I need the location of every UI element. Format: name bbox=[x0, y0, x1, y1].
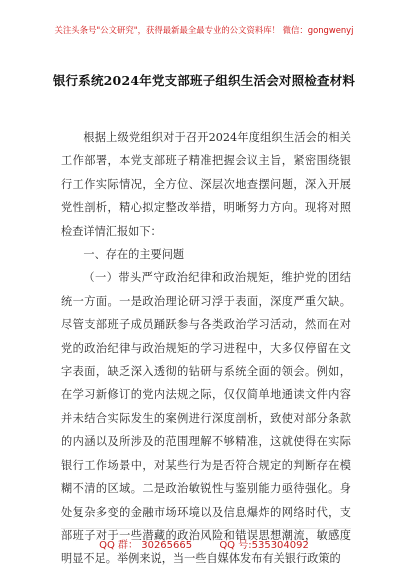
document-body bbox=[61, 126, 351, 571]
qq-group-label: QQ 群： 30265665 bbox=[99, 540, 193, 551]
footer-contact bbox=[0, 536, 408, 551]
footer-divider bbox=[61, 528, 351, 529]
intro-paragraph: 根据上级党组织对于召开2024年度组织生活会的相关工作部署，本党支部班子精准把握会议主旨，紧密围绕银行工作实际情况，全方位、深层次地查摆问题，深入开展党性剖析，精心拟定整改举措，明晰努力方向。现将对照检查详情汇报如下： bbox=[61, 131, 351, 238]
section-heading: 一、存在的主要问题 bbox=[83, 248, 185, 262]
body-paragraph: （一）带头严守政治纪律和政治规矩，维护党的团结统一方面。一是政治理论研习浮于表面，深度严重欠缺。尽管支部班子成员踊跃参与各类政治学习活动，然而在对党的政治纪律与政治规矩的学习进程中，大多仅停留在文字表面，缺乏深入透彻的钻研与系统全面的领会。例如，在学习新修订的党内法规之际，仅仅简单地通读文件内容并未结合实际发生的案例进行深度剖析，致使对部分条款的内涵以及所涉及的范围理解不够精准，这就使得在实际银行工作场景中，对某些行为是否符合规定的判断存在模糊不清的区域。二是政治敏锐性与鉴别能力亟待强化。身处复杂多变的金融市场环境以及信息爆炸的网络时代，支部班子对于一些潜藏的政治风险和错误思想潮流，敏感度明显不足。举例来说，当一些自媒体发布有关银行政策的 bbox=[61, 271, 351, 566]
header-banner: 关注头条号"公文研究"，获得最新最全最专业的公文资料库！ 微信：gongwenyj bbox=[54, 25, 354, 35]
qq-number-label: QQ 号:535304092 bbox=[219, 540, 309, 551]
document-title: 银行系统2024年党支部班子组织生活会对照检查材料 bbox=[52, 73, 356, 88]
